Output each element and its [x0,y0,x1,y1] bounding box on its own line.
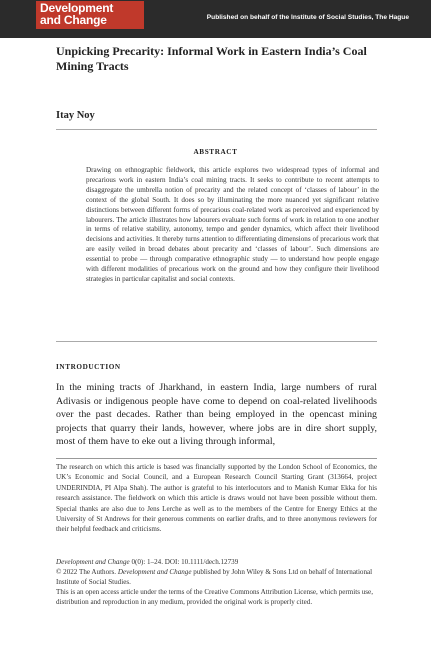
introduction-heading: INTRODUCTION [56,363,121,371]
article-author: Itay Noy [56,110,95,121]
journal-header-bar [0,0,431,38]
footnote-divider [56,458,377,459]
citation-journal: Development and Change [56,558,130,566]
copyright-prefix: © 2022 The Authors. [56,568,118,577]
abstract-heading: ABSTRACT [193,148,238,156]
publisher-note: Published on behalf of the Institute of Social Studies, The Hague [206,14,409,21]
logo-line-2: and Change [40,13,107,27]
acknowledgement-footnote: The research on which this article is based was financially supported by the London School of Economics, the UK’s Economic and Social Council, and a European Research Council Starting Grant (313664, project UNDERINDIA, PI Alpa Shah). The author is grateful to his interlocutors and to Manish Kumar Ekka for his research assistance. The fieldwork on which this article is draws would not have been possible without them. Special thanks are also due to Jens Lerche as well as to the members of the Centre for Energy Ethics at the University of St Andrews for their generous comments on earlier drafts, and to three anonymous reviewers for their helpful feedback and criticisms. [56,463,377,534]
introduction-text: In the mining tracts of Jharkhand, in eastern India, large numbers of rural Adivasis or indigenous people have come to depend on coal-related livelihoods over the past decades. Rather than being employed in the opencast mining projects that quarry their lands, however, where jobs are in dire short supply, most of them have to eke out a living through informal, [56,382,377,447]
abstract-text: Drawing on ethnographic fieldwork, this article explores two widespread types of informal and precarious work in eastern India’s coal mining tracts. It seeks to contribute to recent attempts to disaggregate the umbrella notion of precarity and the related concept of ‘classes of labour’ in the context of the global South. It does so by illuminating the more nuanced yet significant relative distinctions between different forms of precarious coal-related work as perceived and experienced by labourers. The article illustrates how labourers evaluate such forms of work in relation to one another in terms of relative stability, autonomy, tempo and gender dynamics, which affect their livelihood decisions and activities. It thereby turns attention to differentiating dimensions of precarious work that are easily veiled in broad debates about precarity and ‘classes of labour’. Such dimensions are essential to probe — through comparative ethnographic study — to understand how people engage with different modalities of precarious work on the ground and how they configure their livelihood strategies in particular capitalist and social contexts. [86,166,379,283]
citation-block [56,557,377,588]
divider-abstract [56,341,377,342]
article-title: Unpicking Precarity: Informal Work in Eastern India’s Coal Mining Tracts [56,44,367,73]
citation-details: 0(0): 1–24. DOI: 10.1111/dech.12739 [129,558,239,566]
divider-top [56,129,377,130]
open-access-license: This is an open access article under the terms of the Creative Commons Attribution License, which permits use, distribution and reproduction in any medium, provided the original work is properly cited. [56,588,373,607]
logo-line-1: Development [40,1,114,15]
copyright-journal: Development and Change [117,568,192,577]
journal-logo [36,1,144,29]
copyright-suffix: published by John Wiley & Sons Ltd on behalf of International Institute of Social Studies. [56,568,373,587]
